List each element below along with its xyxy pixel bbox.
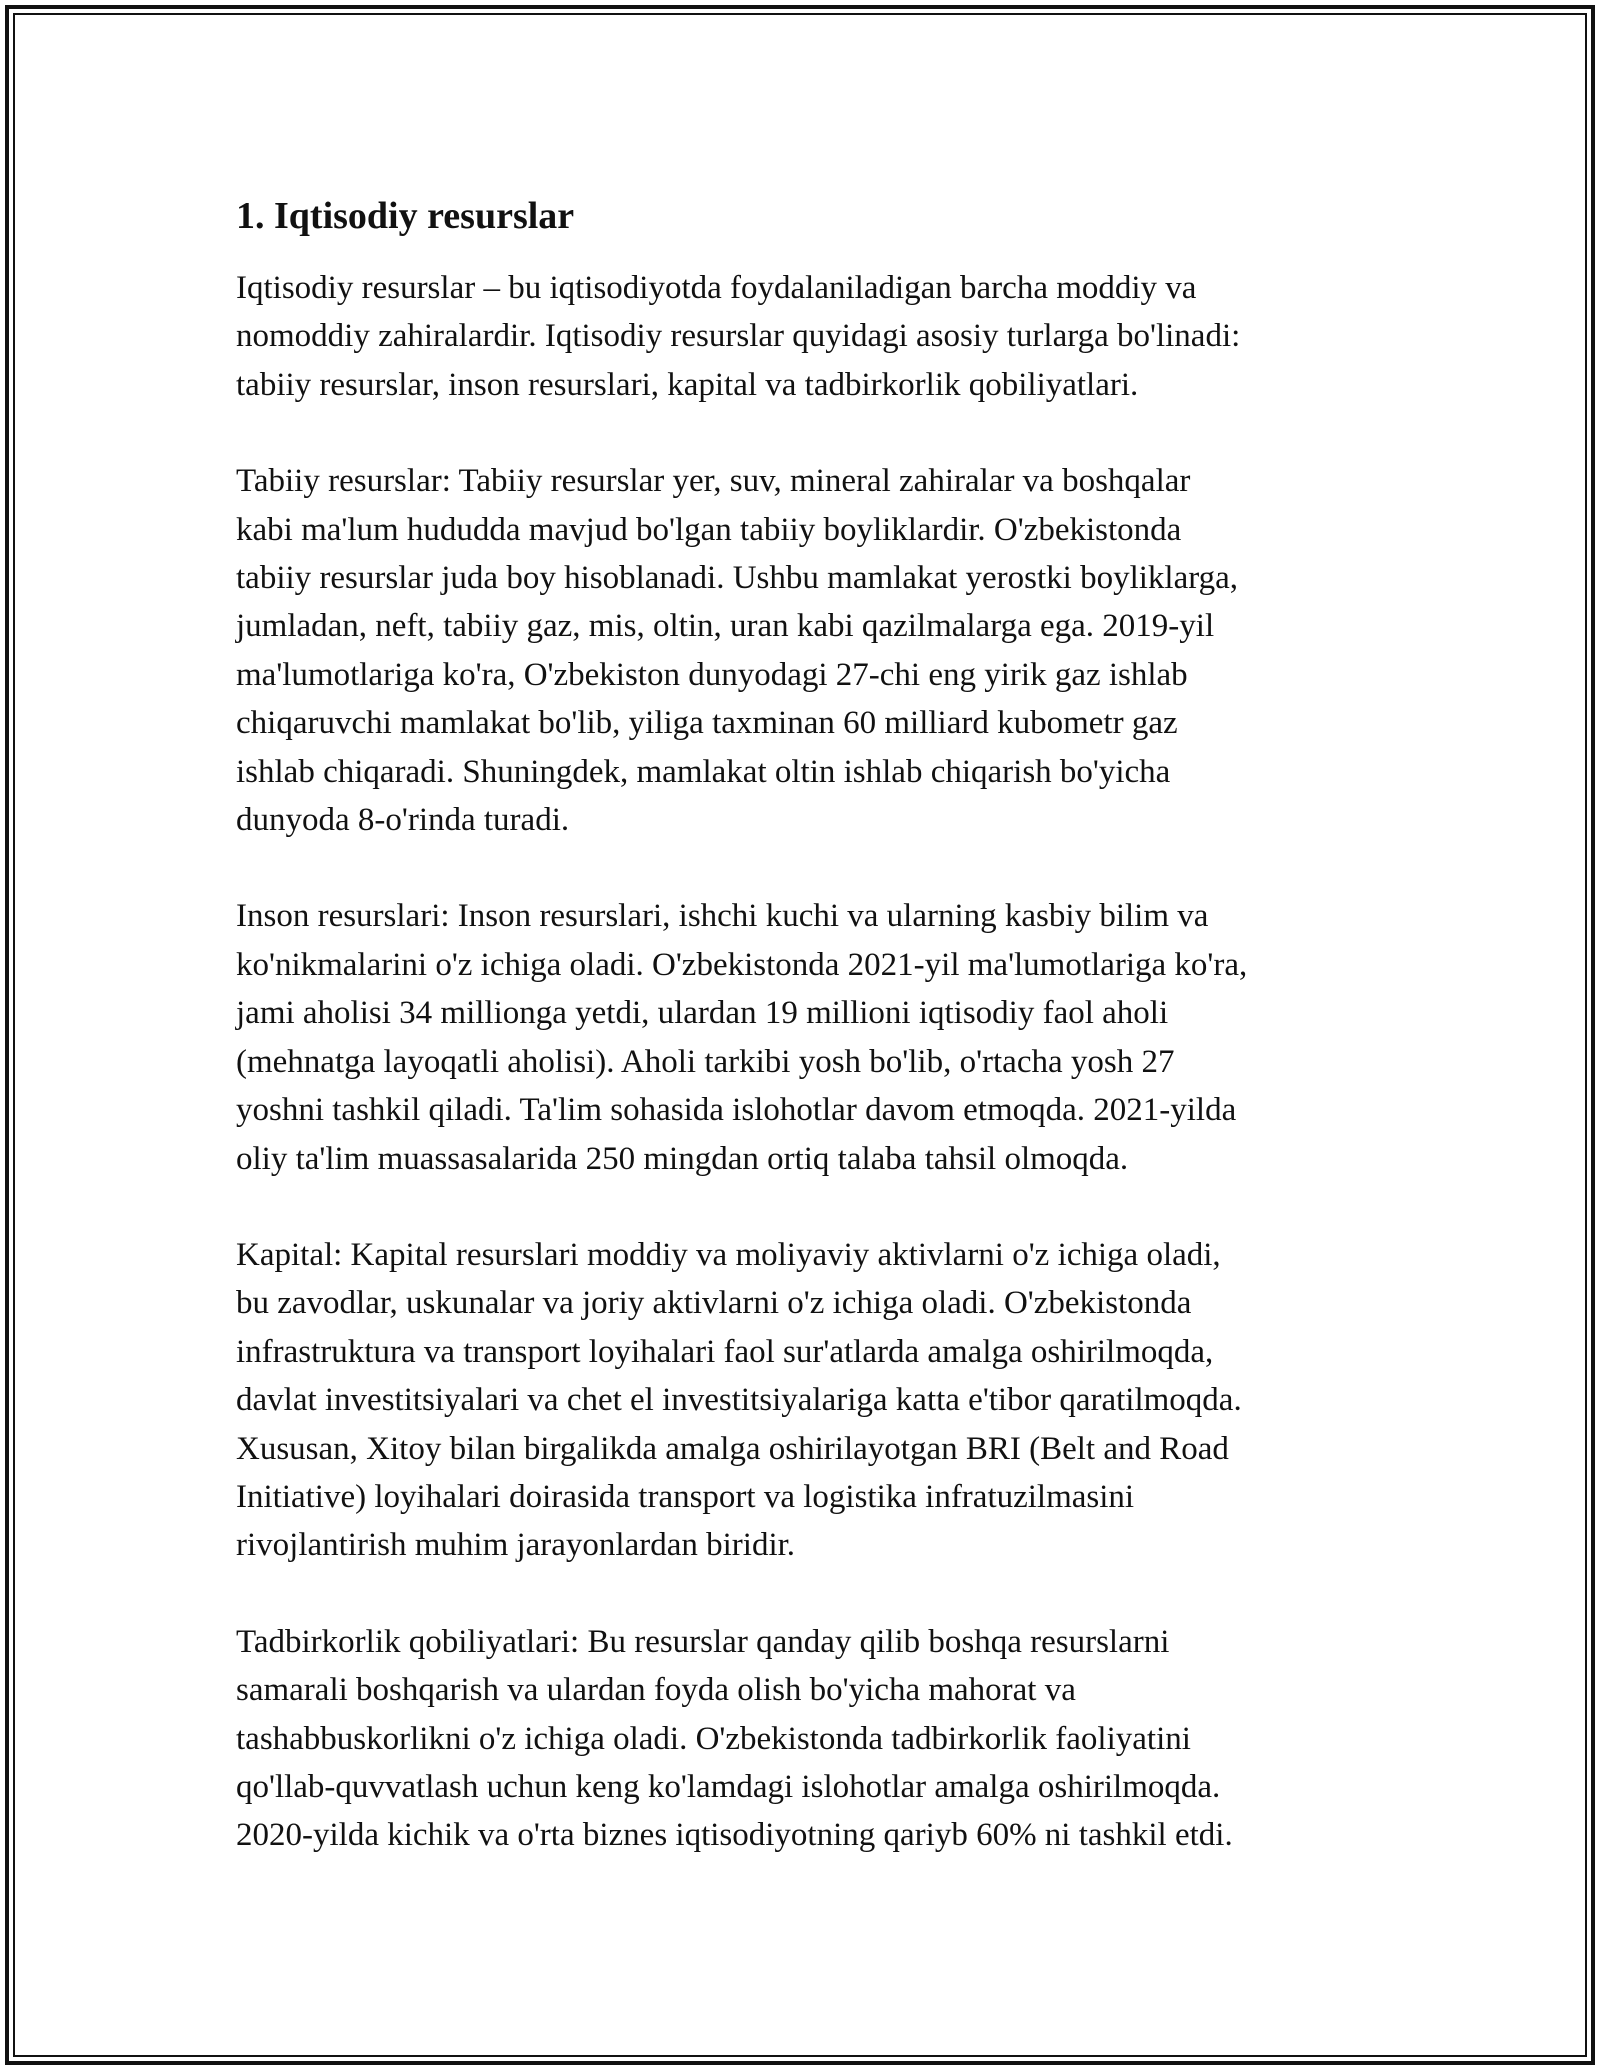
paragraph-entrepreneurship: Tadbirkorlik qobiliyatlari: Bu resurslar qanday qilib boshqa resurslarni samarali boshqarish va ulardan foyda olish bo'yicha mahorat va tashabbuskorlikni o'z ichiga oladi. O'zbekistonda tadbirkorlik faoliyatini qo'llab-quvvatlash uchun keng ko'lamdagi islohotlar amalga oshirilmoqda. 2020-yilda kichik va o'rta biznes iqtisodiyotning qariyb 60% ni tashkil etdi. <box>236 1623 1233 1854</box>
document-body <box>236 188 1386 1908</box>
paragraph-natural-resources: Tabiiy resurslar: Tabiiy resurslar yer, suv, mineral zahiralar va boshqalar kabi ma'lum hududda mavjud bo'lgan tabiiy boyliklardir. O'zbekistonda tabiiy resurslar juda boy hisoblanadi. Ushbu mamlakat yerostki boyliklarga, jumladan, neft, tabiiy gaz, mis, oltin, uran kabi qazilmalarga ega. 2019-yil ma'lumotlariga ko'ra, O'zbekiston dunyodagi 27-chi eng yirik gaz ishlab chiqaruvchi mamlakat bo'lib, yiliga taxminan 60 milliard kubometr gaz ishlab chiqaradi. Shuningdek, mamlakat oltin ishlab chiqarish bo'yicha dunyoda 8-o'rinda turadi. <box>236 463 1239 839</box>
paragraph-capital: Kapital: Kapital resurslari moddiy va moliyaviy aktivlarni o'z ichiga oladi, bu zavodlar, uskunalar va joriy aktivlarni o'z ichiga oladi. O'zbekistonda infrastruktura va transport loyihalari faol sur'atlarda amalga oshirilmoqda, davlat investitsiyalari va chet el investitsiyalariga katta e'tibor qaratilmoqda. Xususan, Xitoy bilan birgalikda amalga oshirilayotgan BRI (Belt and Road Initiative) loyihalari doirasida transport va logistika infratuzilmasini rivojlantirish muhim jarayonlardan biridir. <box>236 1236 1242 1564</box>
paragraph-human-resources: Inson resurslari: Inson resurslari, ishchi kuchi va ularning kasbiy bilim va ko'nikmalarini o'z ichiga oladi. O'zbekistonda 2021-yil ma'lumotlariga ko'ra, jami aholisi 34 millionga yetdi, ulardan 19 millioni iqtisodiy faol aholi (mehnatga layoqatli aholisi). Aholi tarkibi yosh bo'lib, o'rtacha yosh 27 yoshni tashkil qiladi. Ta'lim sohasida islohotlar davom etmoqda. 2021-yilda oliy ta'lim muassasalarida 250 mingdan ortiq talaba tahsil olmoqda. <box>236 898 1248 1177</box>
section-heading: 1. Iqtisodiy resurslar <box>236 195 575 237</box>
paragraph-intro: Iqtisodiy resurslar – bu iqtisodiyotda foydalaniladigan barcha moddiy va nomoddiy zahiralardir. Iqtisodiy resurslar quyidagi asosiy turlarga bo'linadi: tabiiy resurslar, inson resurslari, kapital va tadbirkorlik qobiliyatlari. <box>236 270 1241 403</box>
